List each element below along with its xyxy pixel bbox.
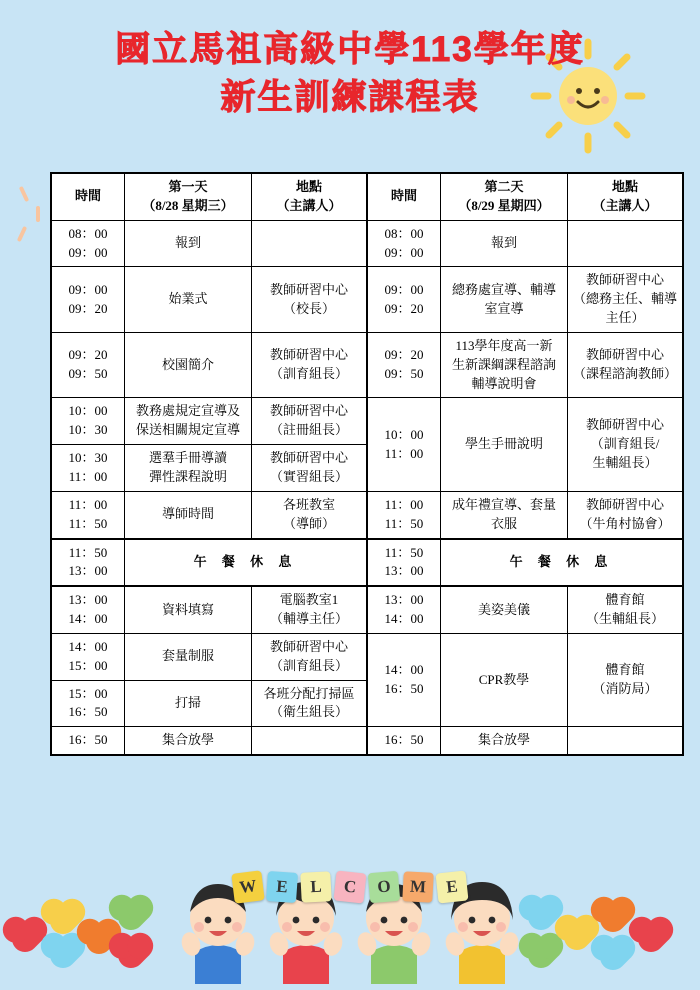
- header-time-day1: 時間: [51, 173, 125, 220]
- place-cell-day2: 教師研習中心 （總務主任、輔導 主任）: [568, 267, 684, 333]
- time-cell-day2: 11：50 13：00: [367, 539, 441, 587]
- activity-cell-day1: 打掃: [125, 680, 252, 727]
- sparkle-decoration: [19, 186, 29, 202]
- place-cell-day1: 教師研習中心 （訓育組長）: [252, 633, 368, 680]
- welcome-letter: L: [300, 871, 332, 903]
- table-row: [51, 491, 683, 538]
- welcome-letter: E: [436, 871, 469, 904]
- time-cell-day1: 10：30 11：00: [51, 445, 125, 492]
- activity-cell-day1: 教務處規定宣導及 保送相關規定宣導: [125, 398, 252, 445]
- place-cell-day1: 教師研習中心 （校長）: [252, 267, 368, 333]
- place-cell-day1: 教師研習中心 （實習組長）: [252, 445, 368, 492]
- time-cell-day1: 16：50: [51, 727, 125, 755]
- place-cell-day1: [252, 727, 368, 755]
- sparkle-decoration: [17, 226, 27, 242]
- activity-cell-day1: 選羣手冊導讀 彈性課程說明: [125, 445, 252, 492]
- schedule-table: [50, 172, 684, 756]
- table-header-row: [51, 173, 683, 220]
- activity-cell-day2: 總務處宣導、輔導 室宣導: [441, 267, 568, 333]
- table-row: [51, 332, 683, 398]
- activity-cell-day1: 始業式: [125, 267, 252, 333]
- sparkle-decoration: [36, 206, 40, 222]
- time-cell-day2: 08：00 09：00: [367, 220, 441, 267]
- activity-cell-day2: CPR教學: [441, 633, 568, 726]
- title-line-2: 新生訓練課程表: [220, 78, 480, 118]
- time-cell-day1: 11：00 11：50: [51, 491, 125, 538]
- welcome-letter: E: [266, 871, 298, 903]
- time-cell-day1: 11：50 13：00: [51, 539, 125, 587]
- activity-cell-day1: 資料填寫: [125, 586, 252, 633]
- lunch-break-day2: 午 餐 休 息: [441, 539, 684, 587]
- place-cell-day2: 體育館 （消防局）: [568, 633, 684, 726]
- time-cell-day2: 09：20 09：50: [367, 332, 441, 398]
- activity-cell-day2: 113學年度高一新 生新課綱課程諮詢 輔導說明會: [441, 332, 568, 398]
- time-cell-day1: 14：00 15：00: [51, 633, 125, 680]
- activity-cell-day1: 導師時間: [125, 491, 252, 538]
- header-time-day2: 時間: [367, 173, 441, 220]
- activity-cell-day2: 集合放學: [441, 727, 568, 755]
- table-row: [51, 220, 683, 267]
- place-cell-day2: 體育館 （生輔組長）: [568, 586, 684, 633]
- table-row: [51, 586, 683, 633]
- activity-cell-day1: 集合放學: [125, 727, 252, 755]
- welcome-letter: C: [334, 871, 367, 904]
- header-place-day2: 地點 （主講人）: [568, 173, 684, 220]
- activity-cell-day2: 學生手冊說明: [441, 398, 568, 491]
- welcome-blocks: [0, 872, 700, 902]
- table-row: [51, 727, 683, 755]
- activity-cell-day1: 套量制服: [125, 633, 252, 680]
- place-cell-day1: [252, 220, 368, 267]
- place-cell-day2: [568, 220, 684, 267]
- activity-cell-day2: 報到: [441, 220, 568, 267]
- table-row: [51, 267, 683, 333]
- place-cell-day2: 教師研習中心 （訓育組長/ 生輔組長）: [568, 398, 684, 491]
- place-cell-day1: 各班教室 （導師）: [252, 491, 368, 538]
- place-cell-day1: 教師研習中心 （註冊組長）: [252, 398, 368, 445]
- time-cell-day2: 09：00 09：20: [367, 267, 441, 333]
- welcome-letter: W: [231, 870, 264, 903]
- time-cell-day2: 16：50: [367, 727, 441, 755]
- place-cell-day2: [568, 727, 684, 755]
- activity-cell-day1: 報到: [125, 220, 252, 267]
- time-cell-day1: 10：00 10：30: [51, 398, 125, 445]
- welcome-letter: M: [402, 871, 434, 903]
- schedule-table-container: [50, 172, 677, 756]
- header-day2: 第二天 （8/29 星期四）: [441, 173, 568, 220]
- table-row: [51, 398, 683, 445]
- header-day1: 第一天 （8/28 星期三）: [125, 173, 252, 220]
- time-cell-day1: 08：00 09：00: [51, 220, 125, 267]
- place-cell-day2: 教師研習中心 （牛角村協會）: [568, 491, 684, 538]
- header-place-day1: 地點 （主講人）: [252, 173, 368, 220]
- place-cell-day1: 各班分配打掃區 （衛生組長）: [252, 680, 368, 727]
- title-line-1: 國立馬祖高級中學113學年度: [115, 30, 585, 69]
- table-row: [51, 539, 683, 587]
- welcome-letter: O: [368, 871, 401, 904]
- time-cell-day2: 11：00 11：50: [367, 491, 441, 538]
- activity-cell-day2: 美姿美儀: [441, 586, 568, 633]
- time-cell-day2: 13：00 14：00: [367, 586, 441, 633]
- time-cell-day2: 10：00 11：00: [367, 398, 441, 491]
- place-cell-day1: 教師研習中心 （訓育組長）: [252, 332, 368, 398]
- time-cell-day2: 14：00 16：50: [367, 633, 441, 726]
- time-cell-day1: 15：00 16：50: [51, 680, 125, 727]
- page-title: [0, 26, 700, 123]
- time-cell-day1: 09：20 09：50: [51, 332, 125, 398]
- time-cell-day1: 13：00 14：00: [51, 586, 125, 633]
- activity-cell-day1: 校園簡介: [125, 332, 252, 398]
- place-cell-day2: 教師研習中心 （課程諮詢教師）: [568, 332, 684, 398]
- table-row: [51, 633, 683, 680]
- place-cell-day1: 電腦教室1 （輔導主任）: [252, 586, 368, 633]
- time-cell-day1: 09：00 09：20: [51, 267, 125, 333]
- lunch-break-day1: 午 餐 休 息: [125, 539, 368, 587]
- activity-cell-day2: 成年禮宣導、套量 衣服: [441, 491, 568, 538]
